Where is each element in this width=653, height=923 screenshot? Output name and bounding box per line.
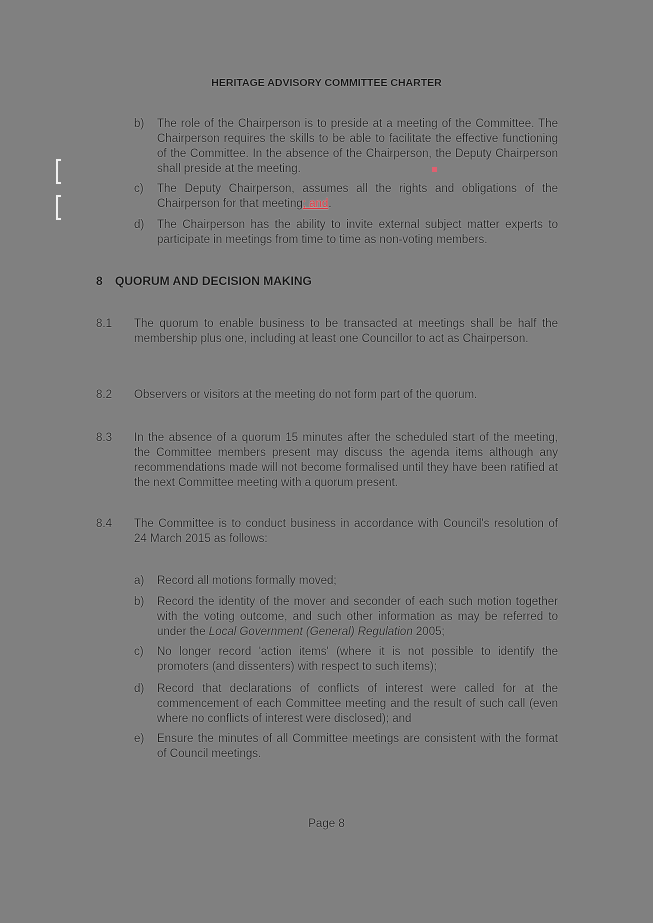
list-text: Ensure the minutes of all Committee meetings are consistent with the format of Council meetings.	[157, 733, 558, 760]
clause-text: Observers or visitors at the meeting do not form part of the quorum.	[134, 389, 478, 401]
page-number: Page 8	[308, 818, 345, 830]
tracked-insertion: ; and	[302, 198, 329, 210]
list-label: c)	[134, 183, 144, 195]
text-before: Record the identity of the mover and seconder of each such motion together with the voting outcome, and such other information as may be referred to under the	[157, 596, 558, 638]
change-bar	[56, 159, 61, 184]
list-label: d)	[134, 683, 145, 695]
tracked-deletion-marker	[432, 167, 437, 172]
section-number: 8	[96, 274, 103, 288]
list-label: e)	[134, 733, 145, 745]
list-label: b)	[134, 596, 145, 608]
clause-text: In the absence of a quorum 15 minutes after the scheduled start of the meeting, the Committee members present may discuss the agenda items although any recommendations made will not become formalised until they have been ratified at the next Committee meeting with a quorum present.	[134, 432, 558, 489]
clause-number: 8.4	[96, 518, 112, 530]
list-text: Record all motions formally moved;	[157, 575, 337, 587]
document-header-title: HERITAGE ADVISORY COMMITTEE CHARTER	[211, 77, 442, 89]
regulation-title: Local Government (General) Regulation	[208, 626, 413, 638]
list-label: c)	[134, 646, 144, 658]
list-label: b)	[134, 118, 145, 130]
list-text: Record that declarations of conflicts of interest were called for at the commencement of each Committee meeting and the result of such call (even where no conflicts of interest were disclosed); and	[157, 683, 558, 725]
list-text: The role of the Chairperson is to preside at a meeting of the Committee. The Chairperson requires the skills to be able to facilitate the effective functioning of the Committee. In the absence of the Chairperson, the Deputy Chairperson shall preside at the meeting.	[157, 118, 558, 175]
text-after: .	[328, 198, 332, 210]
text-after: 2005;	[412, 626, 445, 638]
list-text: No longer record 'action items' (where it is not possible to identify the promoters (and dissenters) with respect to such items);	[157, 646, 558, 673]
list-label: a)	[134, 575, 145, 587]
clause-number: 8.2	[96, 389, 112, 401]
list-label: d)	[134, 219, 145, 231]
clause-text: The Committee is to conduct business in accordance with Council's resolution of 24 March 2015 as follows:	[134, 518, 558, 545]
list-text	[157, 595, 558, 640]
section-heading	[96, 274, 312, 288]
list-text	[157, 182, 558, 212]
section-title: QUORUM AND DECISION MAKING	[115, 274, 312, 288]
list-text: The Chairperson has the ability to invite external subject matter experts to participate in meetings from time to time as non-voting members.	[157, 219, 558, 246]
change-bar	[56, 195, 61, 220]
text-before: The Deputy Chairperson, assumes all the rights and obligations of the Chairperson for that meeting	[157, 183, 558, 210]
clause-number: 8.1	[96, 318, 112, 330]
clause-number: 8.3	[96, 432, 112, 444]
clause-text: The quorum to enable business to be transacted at meetings shall be half the membership plus one, including at least one Councillor to act as Chairperson.	[134, 318, 558, 345]
